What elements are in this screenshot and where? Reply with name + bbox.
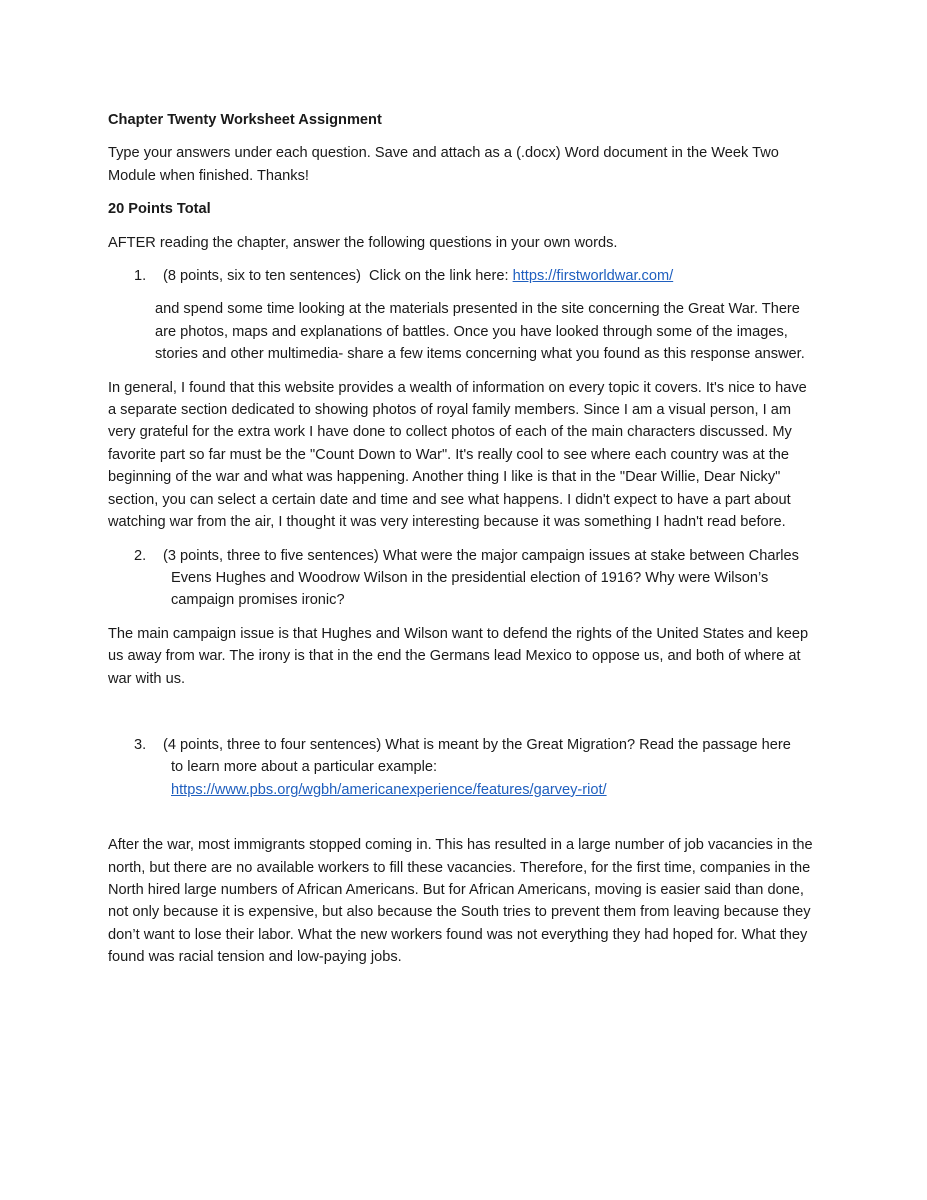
question-2-number: 2. [134, 547, 147, 564]
question-1 [108, 265, 818, 287]
question-3-prompt-first: (4 points, three to four sentences) What is meant by the Great Migration? Read the passage here [163, 736, 791, 753]
instructions-text: Type your answers under each question. Save and attach as a (.docx) Word document in the Week Two Module when finished. Thanks! [108, 145, 779, 184]
answer-3: After the war, most immigrants stopped coming in. This has resulted in a large number of job vacancies in the north, but there are no available workers to fill these vacancies. Therefore, for the first time, companies in the North hired large numbers of African Americans. But for African Americans, moving is easier said than done, not only because it is expensive, but also because the South tries to prevent them from leaving because they don’t want to lose their labor. What the new workers found was not everything they had hoped for. What they found was racial tension and low-paying jobs. [108, 837, 813, 966]
after-reading-instruction: AFTER reading the chapter, answer the following questions in your own words. [108, 234, 618, 251]
question-3-number: 3. [134, 736, 147, 753]
document-page [108, 109, 818, 980]
question-2 [108, 545, 818, 612]
question-3-prompt [163, 734, 818, 801]
question-1-number: 1. [134, 268, 147, 285]
question-1-prompt: (8 points, six to ten sentences) Click on the link here: [163, 268, 513, 285]
answer-1: In general, I found that this website provides a wealth of information on every topic it covers. It's nice to have a separate section dedicated to showing photos of royal family members. Since I am a visual person, I am very grateful for the extra work I have done to collect photos of each of the main characters discussed. My favorite part so far must be the "Count Down to War". It's really cool to see where each country was at the beginning of the war and what was happening. Another thing I like is that in the "Dear Willie, Dear Nicky" section, you can select a certain date and time and see what happens. I didn't expect to have a part about watching war from the air, I thought it was very interesting because it was something I hadn't read before. [108, 379, 807, 531]
question-2-prompt-first: (3 points, three to five sentences) What were the major campaign issues at stake between Charles [163, 547, 799, 564]
question-1-continuation: and spend some time looking at the materials presented in the site concerning the Great War. There are photos, maps and explanations of battles. Once you have looked through some of the images, stories and other multimedia- share a few items concerning what you found as this response answer. [155, 301, 805, 363]
question-2-prompt [163, 545, 818, 612]
question-2-prompt-rest: Evens Hughes and Woodrow Wilson in the presidential election of 1916? Why were Wilson’s campaign promises ironic? [171, 569, 769, 609]
points-total: 20 Points Total [108, 201, 211, 218]
answer-2: The main campaign issue is that Hughes and Wilson want to defend the rights of the United States and keep us away from war. The irony is that in the end the Germans lead Mexico to oppose us, and both of where at war with us. [108, 625, 809, 687]
garvey-riot-link[interactable]: https://www.pbs.org/wgbh/americanexperience/features/garvey-riot/ [171, 781, 607, 798]
question-3-prompt-rest: to learn more about a particular example: [171, 759, 438, 776]
firstworldwar-link[interactable]: https://firstworldwar.com/ [512, 268, 674, 285]
question-3-link-line [163, 779, 818, 801]
question-3 [108, 734, 818, 801]
spacer [108, 701, 818, 734]
document-title: Chapter Twenty Worksheet Assignment [108, 112, 382, 128]
